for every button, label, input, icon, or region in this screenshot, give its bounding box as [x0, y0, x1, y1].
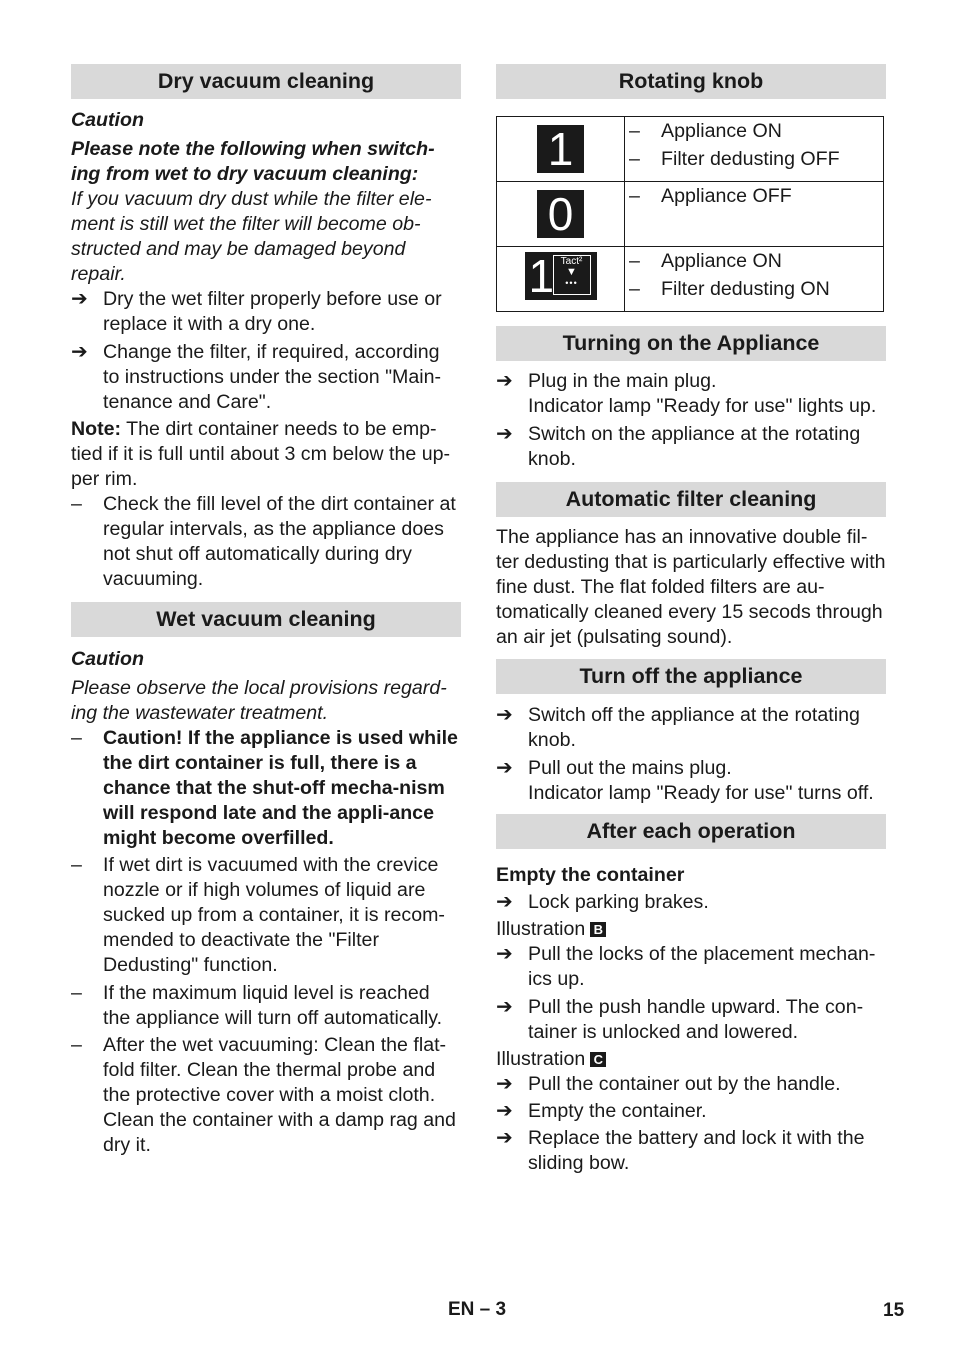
- tact-dots-icon: •••: [565, 277, 578, 288]
- dash-icon: –: [629, 120, 640, 142]
- dash-icon: –: [71, 854, 82, 876]
- turn-on-step-2: Switch on the appliance at the rotating knob.: [528, 423, 861, 470]
- knob-row-3-line-1: Appliance ON: [661, 250, 782, 272]
- dry-note: [71, 417, 461, 492]
- wet-dash-text-1: If wet dirt is vacuumed with the crevice nozzle or if high volumes of liquid are sucked up from a container, it is recom-mended to deactivate the "Filter Dedusting" function.: [103, 854, 445, 976]
- turn-off-heading: Turn off the appliance: [496, 659, 886, 694]
- auto-filter-text: The appliance has an innovative double fil-ter dedusting that is particularly effective with fine dust. The flat folded filters are au-tomatically cleaned every 15 secods through an air jet (pulsating sound).: [496, 526, 886, 648]
- after-step-1: [496, 890, 886, 915]
- left-column: [71, 64, 461, 1158]
- dry-vacuum-heading: Dry vacuum cleaning: [71, 64, 461, 99]
- arrow-icon: ➔: [496, 423, 513, 445]
- turn-off-step-1: Switch off the appliance at the rotating knob.: [528, 704, 860, 751]
- after-step-6-text: Replace the battery and lock it with the sliding bow.: [528, 1127, 865, 1174]
- dry-arrow-item-2: [71, 340, 461, 415]
- turn-off-arrow-item-2: [496, 756, 886, 806]
- knob-row-3-line-2: Filter dedusting ON: [661, 278, 830, 300]
- knob-row-1-line-1: Appliance ON: [661, 120, 782, 142]
- footer-page-number: 15: [883, 1300, 905, 1321]
- wet-dash-bold-item: [71, 726, 461, 851]
- rotating-knob-heading: Rotating knob: [496, 64, 886, 99]
- after-step-4-text: Pull the container out by the handle.: [528, 1073, 841, 1095]
- turn-on-step-1-sub: Indicator lamp "Ready for use" lights up.: [528, 395, 877, 417]
- dry-dash-text-1: Check the fill level of the dirt container at regular intervals, as the appliance does not shut off automatically during dry vacuuming.: [103, 493, 456, 590]
- wet-dash-item-3: [71, 1033, 461, 1158]
- wet-vacuum-heading: Wet vacuum cleaning: [71, 602, 461, 637]
- after-step-5: [496, 1099, 886, 1124]
- dry-caution-label: Caution: [71, 109, 144, 131]
- illustration-c-ref: Illustration C: [496, 1047, 886, 1072]
- arrow-icon: ➔: [71, 341, 88, 363]
- arrow-icon: ➔: [496, 704, 513, 726]
- turn-off-arrow-item-1: [496, 703, 886, 753]
- wet-dash-text-2: If the maximum liquid level is reached the appliance will turn off automatically.: [103, 982, 443, 1029]
- dash-icon: –: [629, 250, 640, 272]
- arrow-icon: ➔: [496, 370, 513, 392]
- after-step-5-text: Empty the container.: [528, 1100, 707, 1122]
- wet-caution-label: Caution: [71, 648, 144, 670]
- illustration-c-badge: C: [590, 1052, 606, 1067]
- wet-dash-item-1: [71, 853, 461, 978]
- auto-filter-heading: Automatic filter cleaning: [496, 482, 886, 517]
- after-step-2: [496, 942, 886, 992]
- tact-arrow-icon: ▼: [566, 265, 577, 278]
- turning-on-heading: Turning on the Appliance: [496, 326, 886, 361]
- arrow-icon: ➔: [496, 1100, 513, 1122]
- dash-icon: –: [71, 493, 82, 515]
- dry-caution-text: If you vacuum dry dust while the filter ele-ment is still wet the filter will become ob-structed and may be damaged beyond repair.: [71, 188, 432, 285]
- turn-off-step-2: Pull out the mains plug.: [528, 757, 732, 779]
- dry-arrow-text-2: Change the filter, if required, according to instructions under the section "Main-tenance and Care".: [103, 341, 442, 413]
- after-step-4: [496, 1072, 886, 1097]
- dry-dash-item-1: [71, 492, 461, 592]
- knob-position-1-icon: 1: [537, 125, 584, 173]
- turn-on-arrow-item-2: [496, 422, 886, 472]
- dry-caution-bold: Please note the following when switch-ing from wet to dry vacuum cleaning:: [71, 138, 435, 185]
- illustration-b-ref: Illustration B: [496, 917, 886, 942]
- wet-caution-text: Please observe the local provisions regard-ing the wastewater treatment.: [71, 677, 447, 724]
- right-column: [496, 64, 886, 1176]
- arrow-icon: ➔: [496, 757, 513, 779]
- dash-icon: –: [629, 148, 640, 170]
- arrow-icon: ➔: [71, 288, 88, 310]
- dash-icon: –: [629, 278, 640, 300]
- arrow-icon: ➔: [496, 1127, 513, 1149]
- note-text: The dirt container needs to be emp-tied if it is full until about 3 cm below the up-per rim.: [71, 418, 451, 490]
- footer-language-page: EN – 3: [448, 1299, 507, 1320]
- after-operation-heading: After each operation: [496, 814, 886, 849]
- knob-position-tact-icon: 1 Tact² ▼ •••: [525, 252, 597, 300]
- wet-dash-text-3: After the wet vacuuming: Clean the flat-fold filter. Clean the thermal probe and the protective cover with a moist cloth. Clean the container with a damp rag and dry it.: [103, 1034, 456, 1156]
- after-step-2-text: Pull the locks of the placement mechan-ics up.: [528, 943, 876, 990]
- dash-icon: –: [629, 185, 640, 207]
- turn-on-arrow-item-1: [496, 369, 886, 419]
- after-step-3: [496, 995, 886, 1045]
- knob-position-0-icon: 0: [537, 190, 584, 238]
- arrow-icon: ➔: [496, 996, 513, 1018]
- turn-on-step-1: Plug in the main plug.: [528, 370, 717, 392]
- note-label: Note:: [71, 418, 122, 440]
- wet-dash-bold-text: Caution! If the appliance is used while the dirt container is full, there is a chance that the shut-off mecha-nism will respond late and the appli-ance might become overfilled.: [103, 727, 458, 849]
- after-step-6: [496, 1126, 886, 1176]
- dash-icon: –: [71, 727, 82, 749]
- arrow-icon: ➔: [496, 943, 513, 965]
- knob-row-1-line-2: Filter dedusting OFF: [661, 148, 840, 170]
- wet-dash-item-2: [71, 981, 461, 1031]
- knob-row-off: [497, 182, 884, 247]
- turn-off-step-2-sub: Indicator lamp "Ready for use" turns off.: [528, 782, 874, 804]
- dry-arrow-text-1: Dry the wet filter properly before use or replace it with a dry one.: [103, 288, 442, 335]
- dash-icon: –: [71, 1034, 82, 1056]
- knob-row-on: [497, 117, 884, 182]
- dry-arrow-item-1: [71, 287, 461, 337]
- knob-row-2-line-1: Appliance OFF: [661, 185, 792, 207]
- arrow-icon: ➔: [496, 1073, 513, 1095]
- empty-container-subheading: Empty the container: [496, 864, 685, 886]
- after-step-3-text: Pull the push handle upward. The con-tainer is unlocked and lowered.: [528, 996, 864, 1043]
- knob-row-tact: [497, 247, 884, 312]
- rotating-knob-table: [496, 116, 884, 312]
- tact-label: Tact²: [560, 255, 583, 267]
- after-step-1-text: Lock parking brakes.: [528, 891, 709, 913]
- illustration-b-badge: B: [590, 922, 606, 937]
- arrow-icon: ➔: [496, 891, 513, 913]
- dash-icon: –: [71, 982, 82, 1004]
